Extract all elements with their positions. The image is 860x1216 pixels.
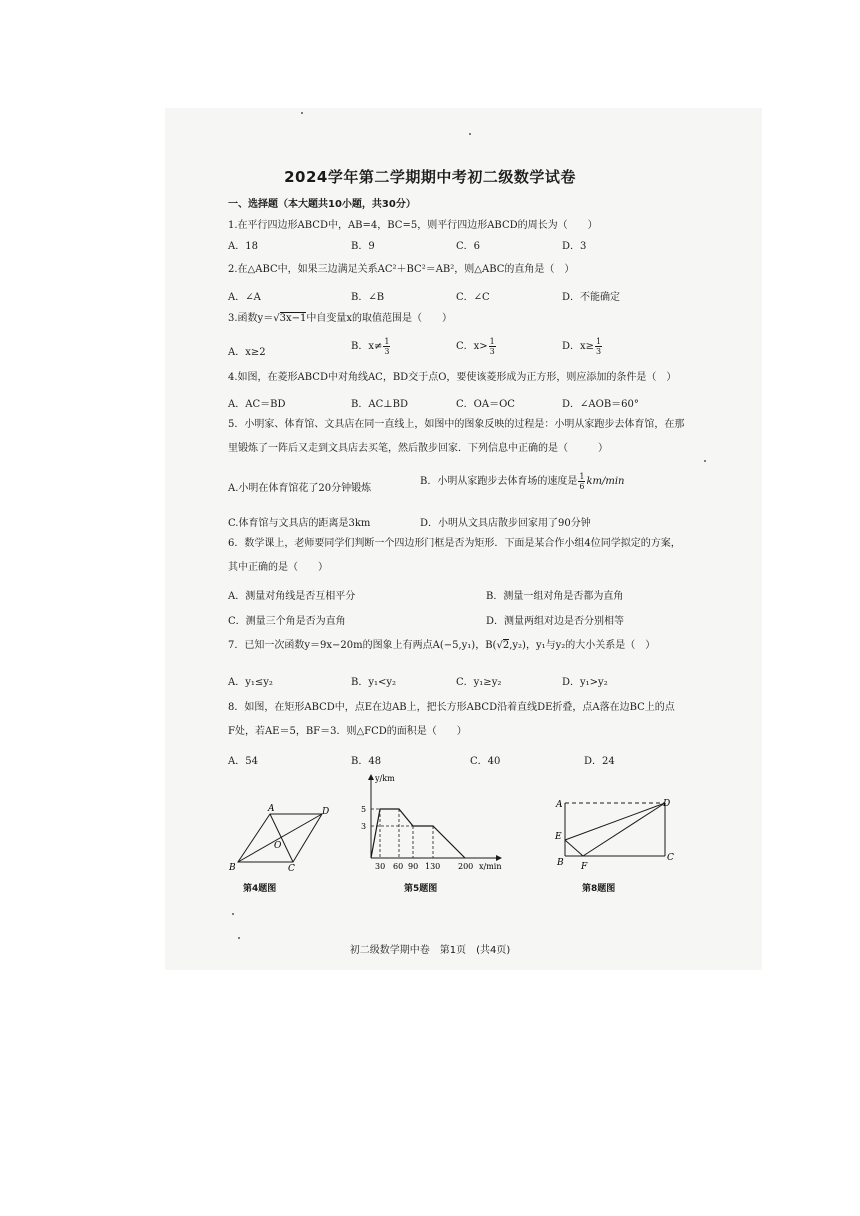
q3-option-c-text: C．x> xyxy=(456,341,488,352)
segment-fd xyxy=(583,803,665,856)
question-3-stem xyxy=(228,312,452,325)
question-7-stem xyxy=(228,639,655,652)
scan-speck xyxy=(238,937,240,939)
numerator: 1 xyxy=(596,337,602,346)
denominator: 3 xyxy=(384,347,390,356)
q8-option-a: A．54 xyxy=(228,756,258,767)
question-6-stem-line1: 6．数学课上，老师要同学们判断一个四边形门框是否为矩形．下面是某合作小组4位同学拟定的方案， xyxy=(228,538,681,549)
y-tick-3: 3 xyxy=(361,822,367,831)
question-2-stem: 2.在△ABC中，如果三边满足关系AC²＋BC²＝AB²，则△ABC的直角是（ ） xyxy=(228,264,575,275)
q2-option-c: C．∠C xyxy=(456,292,490,303)
unit: km/min xyxy=(586,476,625,487)
numerator: 1 xyxy=(489,337,495,346)
x-axis-label: x/min xyxy=(479,862,502,871)
q3-option-c xyxy=(456,337,497,356)
sqrt-sign: √ xyxy=(496,640,503,651)
fraction xyxy=(578,472,585,491)
sqrt-sign: √ xyxy=(273,313,280,324)
label-f: F xyxy=(581,862,588,872)
question-4-stem: 4.如图，在菱形ABCD中对角线AC，BD交于点O，要使该菱形成为正方形，则应添加的条件是（ ） xyxy=(228,372,677,383)
section-heading: 一、选择题（本大题共10小题，共30分） xyxy=(228,199,416,210)
label-a: A xyxy=(268,804,275,814)
q7-option-d: D．y₁>y₂ xyxy=(562,677,608,688)
label-c: C xyxy=(667,853,674,863)
label-e: E xyxy=(555,832,562,842)
denominator: 6 xyxy=(579,482,585,491)
fold-line-de xyxy=(565,803,665,840)
question-1-stem: 1.在平行四边形ABCD中，AB=4，BC=5，则平行四边形ABCD的周长为（ ） xyxy=(228,220,598,231)
q3-option-d xyxy=(562,337,603,356)
figure-5-graph xyxy=(355,770,515,875)
q6-option-b: B．测量一组对角是否都为直角 xyxy=(486,591,624,602)
q4-option-b: B．AC⊥BD xyxy=(351,399,408,410)
q3-stem-part2: 中自变量x的取值范围是（ ） xyxy=(306,313,452,324)
fraction xyxy=(595,337,602,356)
q2-option-d: D．不能确定 xyxy=(562,292,621,303)
question-8-stem-line1: 8．如图，在矩形ABCD中，点E在边AB上，把长方形ABCD沿着直线DE折叠，点A落在边BC上的点 xyxy=(228,702,675,713)
q5-option-d: D．小明从文具店散步回家用了90分钟 xyxy=(420,518,591,529)
denominator: 3 xyxy=(489,347,495,356)
q8-option-b: B．48 xyxy=(351,756,382,767)
diagonal-ac xyxy=(270,814,293,862)
q7-radicand: 2 xyxy=(502,640,510,651)
q1-option-d: D．3 xyxy=(562,241,587,252)
question-5-stem-line1: 5．小明家、体育馆、文具店在同一直线上，如图中的图象反映的过程是：小明从家跑步去体育馆，在那 xyxy=(228,419,685,430)
fraction xyxy=(383,337,390,356)
q1-option-b: B．9 xyxy=(351,241,375,252)
page-title: 2024学年第二学期期中考初二级数学试卷 xyxy=(284,168,576,186)
q8-option-d: D．24 xyxy=(584,756,615,767)
x-tick-30: 30 xyxy=(375,862,386,871)
question-6-stem-line2: 其中正确的是（ ） xyxy=(228,562,328,573)
q7-stem-part1: 7．已知一次函数y＝9x−20m的图象上有两点A(−5,y₁)，B( xyxy=(228,640,497,651)
q1-option-c: C．6 xyxy=(456,241,481,252)
label-c: C xyxy=(288,864,295,874)
figure-5-caption: 第5题图 xyxy=(404,884,438,894)
label-d: D xyxy=(322,807,330,817)
q5-option-b-text: B．小明从家跑步去体育场的速度是 xyxy=(420,476,578,487)
scan-speck xyxy=(469,133,471,135)
figure-4-rhombus xyxy=(225,800,345,875)
distance-line xyxy=(371,809,465,858)
q8-option-c: C．40 xyxy=(470,756,501,767)
figure-8-caption: 第8题图 xyxy=(582,884,616,894)
q1-option-a: A．18 xyxy=(228,241,258,252)
q3-option-b xyxy=(351,337,391,356)
q3-radicand: 3x−1 xyxy=(279,313,307,324)
guide-lines xyxy=(371,809,433,858)
q3-stem-part1: 3.函数y＝ xyxy=(228,313,274,324)
q3-option-b-text: B．x≠ xyxy=(351,341,383,352)
x-tick-60: 60 xyxy=(393,862,404,871)
q6-option-c: C．测量三个角是否为直角 xyxy=(228,616,346,627)
numerator: 1 xyxy=(384,337,390,346)
q5-option-a: A.小明在体育馆花了20分钟锻炼 xyxy=(228,483,372,494)
y-axis-label: y/km xyxy=(375,774,395,783)
q4-option-c: C．OA＝OC xyxy=(456,399,515,410)
figure-8-rectangle xyxy=(550,793,685,873)
q7-stem-part2: ,y₂)，y₁与y₂的大小关系是（ ） xyxy=(509,640,656,651)
q5-option-b xyxy=(420,472,625,491)
scan-speck xyxy=(301,112,303,114)
diagonal-bd xyxy=(238,814,322,862)
q3-option-d-text: D．x≥ xyxy=(562,341,595,352)
page-footer: 初二级数学期中卷 第1页 (共4页) xyxy=(349,945,511,956)
label-d: D xyxy=(663,799,671,809)
scan-speck xyxy=(232,913,234,915)
figure-4-caption: 第4题图 xyxy=(243,884,277,894)
x-tick-200: 200 xyxy=(458,862,474,871)
label-b: B xyxy=(229,863,236,873)
x-tick-130: 130 xyxy=(425,862,441,871)
question-8-stem-line2: F处，若AE＝5，BF＝3．则△FCD的面积是（ ） xyxy=(228,726,467,737)
question-5-stem-line2: 里锻炼了一阵后又走到文具店去买笔，然后散步回家．下列信息中正确的是（ ） xyxy=(228,443,608,454)
q2-option-b: B．∠B xyxy=(351,292,385,303)
q7-option-c: C．y₁≥y₂ xyxy=(456,677,502,688)
scan-speck xyxy=(704,460,706,462)
denominator: 3 xyxy=(596,347,602,356)
segment-ef xyxy=(565,840,583,856)
q5-option-c: C.体育馆与文具店的距离是3km xyxy=(228,518,371,529)
q7-option-a: A．y₁≤y₂ xyxy=(228,677,273,688)
q4-option-d: D．∠AOB＝60° xyxy=(562,399,639,410)
q6-option-a: A．测量对角线是否互相平分 xyxy=(228,591,356,602)
q2-option-a: A．∠A xyxy=(228,292,261,303)
x-tick-90: 90 xyxy=(408,862,419,871)
q7-option-b: B．y₁<y₂ xyxy=(351,677,397,688)
numerator: 1 xyxy=(579,472,585,481)
y-tick-5: 5 xyxy=(361,805,367,814)
label-a: A xyxy=(556,800,563,810)
label-o: O xyxy=(274,841,282,851)
fraction xyxy=(489,337,496,356)
q6-option-d: D．测量两组对边是否分别相等 xyxy=(486,616,625,627)
label-b: B xyxy=(557,858,564,868)
q4-option-a: A．AC＝BD xyxy=(228,399,286,410)
q3-option-a: A．x≥2 xyxy=(228,347,266,358)
